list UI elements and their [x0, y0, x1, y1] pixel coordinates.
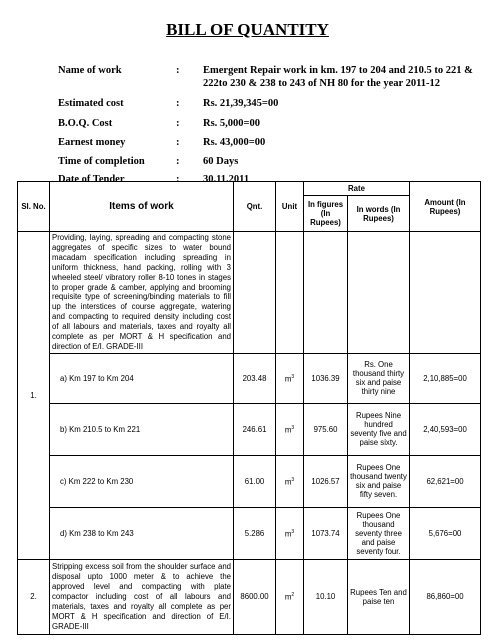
header-label: Date of Tender	[58, 174, 125, 185]
header-label: Estimated cost	[58, 98, 124, 109]
sl-no-cell: 1.	[18, 232, 50, 560]
sub-item-description	[50, 353, 234, 403]
header-value: Rs. 43,000=00	[203, 137, 266, 148]
header-items-of-work: Items of work	[50, 182, 234, 232]
header-qnt: Qnt.	[234, 182, 276, 232]
sl-no-cell: 2.	[18, 559, 50, 634]
header-amount: Amount (In Rupees)	[410, 182, 481, 232]
qnt-cell: 8600.00	[234, 559, 276, 634]
rate-figures-cell: 975.60	[304, 403, 348, 455]
sub-item-text: b) Km 210.5 to Km 221	[60, 424, 141, 434]
header-value: Emergent Repair work in km. 197 to 204 and 210.5 to 221 & 222to 230 & 238 to 243 of NH 80 for the year 2011-12	[203, 65, 473, 89]
unit-cell: $m^3$	[276, 507, 304, 559]
header-in-figures: In figures (In Rupees)	[304, 196, 348, 232]
document-title: BILL OF QUANTITY	[166, 20, 329, 39]
header-row-time-of-completion	[58, 155, 458, 169]
header-label: Name of work	[58, 65, 122, 76]
table-row	[18, 353, 481, 403]
amount-cell: 86,860=00	[410, 559, 481, 634]
qnt-cell: 5.286	[234, 507, 276, 559]
table-row	[18, 232, 481, 354]
table-row	[18, 559, 481, 634]
sub-item-description	[50, 455, 234, 507]
table-row	[18, 507, 481, 559]
unit-cell: $m^2$	[276, 559, 304, 634]
header-colon: :	[176, 65, 180, 76]
sub-item-description	[50, 507, 234, 559]
table-row	[18, 403, 481, 455]
rate-words-cell: Rupees Ten and paise ten	[348, 559, 410, 634]
header-label: Time of completion	[58, 156, 145, 167]
amount-cell: 2,40,593=00	[410, 403, 481, 455]
header-row-name-of-work	[58, 64, 473, 92]
header-colon: :	[176, 98, 180, 109]
sub-item-text: c) Km 222 to Km 230	[60, 476, 134, 486]
header-in-words: In words (In Rupees)	[348, 196, 410, 232]
qnt-cell: 61.00	[234, 455, 276, 507]
header-colon: :	[176, 156, 180, 167]
rate-figures-cell: 1026.57	[304, 455, 348, 507]
header-row-boq-cost	[58, 117, 458, 131]
bill-of-quantity-table	[17, 181, 481, 635]
unit-cell: $m^3$	[276, 455, 304, 507]
header-value: 30.11.2011	[203, 174, 250, 185]
header-label: B.O.Q. Cost	[58, 118, 113, 129]
rate-words-cell: Rupees One thousand twenty six and paise fifty seven.	[348, 455, 410, 507]
rate-figures-cell: 1073.74	[304, 507, 348, 559]
header-colon: :	[176, 137, 180, 148]
sub-item-text: a) Km 197 to Km 204	[60, 373, 134, 383]
header-unit: Unit	[276, 182, 304, 232]
qnt-cell: 246.61	[234, 403, 276, 455]
header-label: Earnest money	[58, 137, 126, 148]
rate-words-cell: Rupees One thousand seventy three and paise seventy four.	[348, 507, 410, 559]
header-colon: :	[176, 118, 180, 129]
header-value: Rs. 21,39,345=00	[203, 98, 279, 109]
sub-item-description	[50, 403, 234, 455]
rate-words-cell: Rupees Nine hundred seventy five and paise sixty.	[348, 403, 410, 455]
header-row-estimated-cost	[58, 97, 458, 111]
rate-words-cell: Rs. One thousand thirty six and paise thirty nine	[348, 353, 410, 403]
amount-cell: 2,10,885=00	[410, 353, 481, 403]
item-description: Stripping excess soil from the shoulder surface and disposal upto 1000 meter & to achieve the approved level and compacting with plate compactor including cost of all labours and materials, taxes and royalty all complete as per MORT & H specification and direction of E/I. GRADE-III	[50, 559, 234, 634]
header-value: Rs. 5,000=00	[203, 118, 261, 129]
header-value: 60 Days	[203, 156, 239, 167]
header-colon: :	[176, 174, 180, 185]
rate-figures-cell: 1036.39	[304, 353, 348, 403]
unit-cell: $m^3$	[276, 403, 304, 455]
table-row	[18, 455, 481, 507]
qnt-cell: 203.48	[234, 353, 276, 403]
header-rate: Rate	[304, 182, 410, 196]
sub-item-text: d) Km 238 to Km 243	[60, 528, 134, 538]
rate-figures-cell: 10.10	[304, 559, 348, 634]
table-header-row	[18, 182, 481, 196]
header-row-earnest-money	[58, 136, 458, 150]
amount-cell: 5,676=00	[410, 507, 481, 559]
header-sl-no: Sl. No.	[18, 182, 50, 232]
unit-cell: $m^3$	[276, 353, 304, 403]
amount-cell: 62,621=00	[410, 455, 481, 507]
item-description: Providing, laying, spreading and compacting stone aggregates of specific sizes to water bound macadam specification including spreading in uniform thickness, hand packing, rolling with 3 wheeled steel/ vibratory roller 8-10 tones in stages to proper grade & camber, applying and brooming requisite type of screening/binding materials to fill up the interstices of course aggregate, watering and compacting to required density including cost of all labours and materials, taxes and royalty all complete as per MORT & H specification and direction of E/I. GRADE-III	[50, 232, 234, 354]
